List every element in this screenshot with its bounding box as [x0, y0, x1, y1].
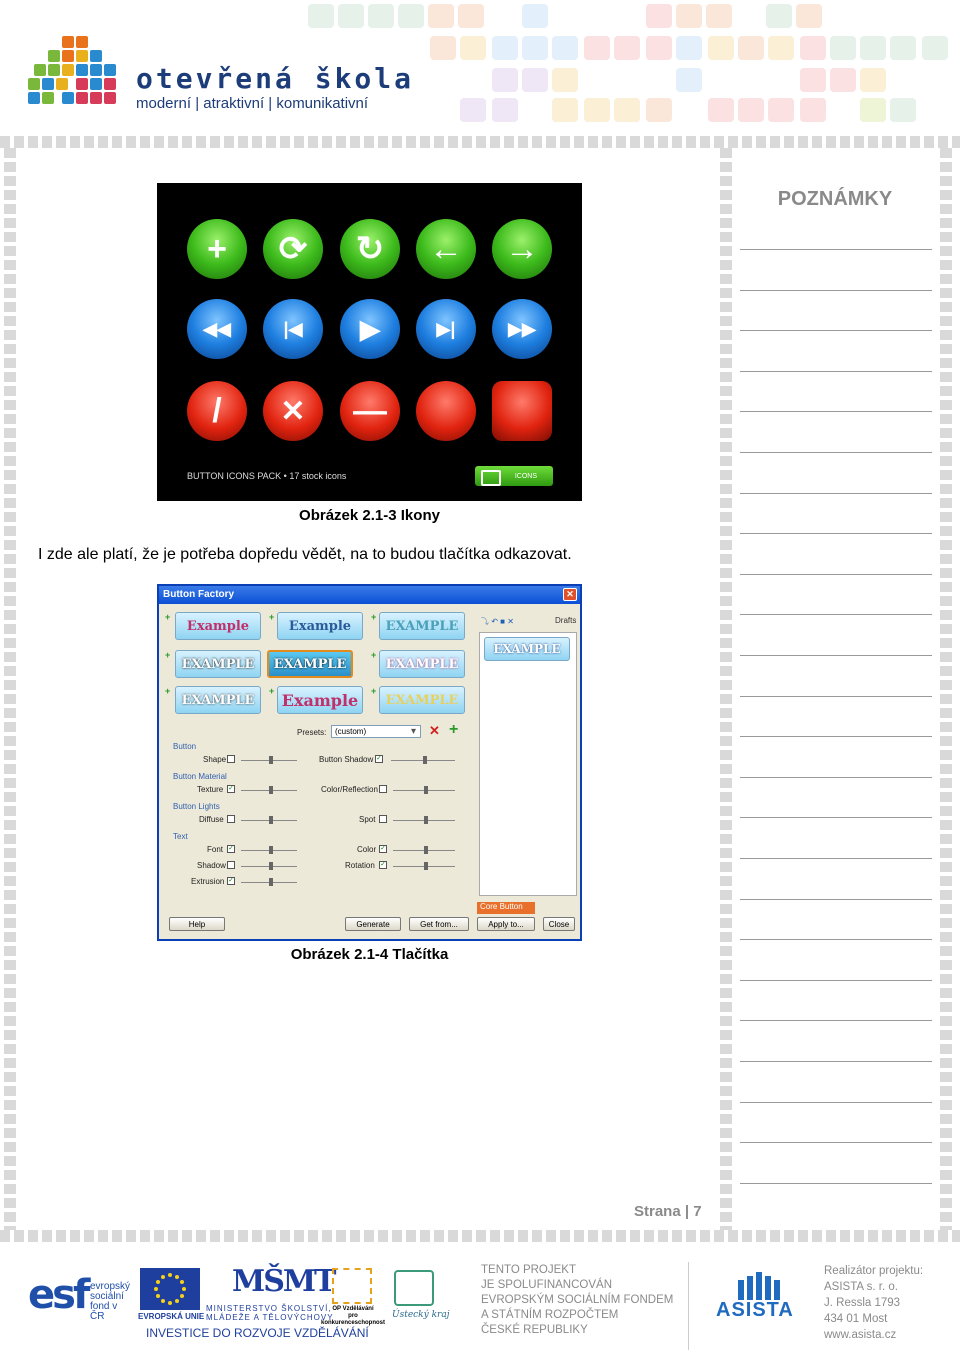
font-checkbox[interactable]: ✓ — [228, 845, 234, 852]
drafts-label: Drafts — [555, 616, 577, 625]
note-line — [740, 493, 932, 494]
note-line — [740, 533, 932, 534]
note-line — [740, 1020, 932, 1021]
color-slider[interactable] — [393, 850, 455, 851]
shadow-label: Shadow — [197, 861, 226, 870]
reload-icon: ↻ — [340, 219, 400, 279]
ustecky-kraj-logo-icon — [394, 1270, 434, 1306]
note-line — [740, 371, 932, 372]
example-button[interactable]: Example — [277, 612, 363, 640]
rotation-checkbox[interactable]: ✓ — [380, 861, 386, 868]
icons-badge: ICONS — [475, 466, 553, 486]
note-line — [740, 817, 932, 818]
frame-top-border — [0, 136, 960, 148]
shape-checkbox[interactable] — [227, 755, 235, 763]
rewind-icon: ◀◀ — [187, 299, 247, 359]
texture-slider[interactable] — [241, 790, 297, 791]
presets-select[interactable]: (custom) — [331, 725, 421, 738]
shape-label: Shape — [203, 755, 227, 764]
realizator-text — [824, 1263, 923, 1343]
icons-pack-caption: BUTTON ICONS PACK • 17 stock icons — [187, 471, 347, 481]
example-button[interactable]: EXAMPLE — [175, 650, 261, 678]
generate-button[interactable]: Generate — [345, 917, 401, 931]
font-slider[interactable] — [241, 850, 297, 851]
skip-back-icon: |◀ — [263, 299, 323, 359]
extrusion-checkbox[interactable]: ✓ — [228, 877, 234, 884]
diffuse-label: Diffuse — [199, 815, 224, 824]
note-line — [740, 939, 932, 940]
realizator-line: Realizátor projektu: — [824, 1265, 924, 1277]
note-line — [740, 330, 932, 331]
diffuse-checkbox[interactable] — [227, 815, 235, 823]
note-line — [740, 290, 932, 291]
draft-toolbar-icons[interactable]: ⤵ ↶ ■ ✕ — [481, 617, 514, 626]
note-line — [740, 858, 932, 859]
frame-notes-divider — [720, 148, 732, 1230]
add-icon: + — [165, 612, 171, 622]
delete-preset-icon[interactable]: ✕ — [429, 723, 440, 738]
color-label: Color — [357, 845, 377, 854]
example-button[interactable]: EXAMPLE — [379, 686, 465, 714]
add-icon: + — [371, 612, 377, 622]
extrusion-slider[interactable] — [241, 882, 297, 883]
dialog-title: Button Factory — [163, 589, 235, 600]
color-reflection-slider[interactable] — [393, 790, 455, 791]
spot-checkbox[interactable] — [379, 815, 387, 823]
add-icon: + — [371, 686, 377, 696]
dialog-close-icon[interactable]: ✕ — [563, 588, 577, 601]
play-icon: ▶ — [340, 299, 400, 359]
color-reflection-checkbox[interactable] — [379, 785, 387, 793]
esf-caption-line: fond v ČR — [90, 1301, 118, 1322]
msmt-caption-line: MLÁDEŽE A TĚLOVÝCHOVY — [206, 1313, 334, 1322]
asista-logo: ASISTA — [716, 1299, 794, 1321]
op-caption — [318, 1306, 388, 1327]
figure-button-factory-dialog — [157, 584, 582, 941]
example-button[interactable]: Example — [277, 686, 363, 714]
frame-left-border — [4, 148, 16, 1230]
header-decoration — [300, 4, 960, 124]
stop-icon — [492, 381, 552, 441]
op-caption-line: OP Vzdělávání — [332, 1306, 374, 1312]
help-button[interactable]: Help — [169, 917, 225, 931]
presets-label: Presets: — [297, 728, 327, 737]
close-button[interactable]: Close — [543, 917, 575, 931]
note-line — [740, 980, 932, 981]
brand-title: otevřená škola — [136, 62, 415, 95]
group-text-label: Text — [173, 832, 188, 841]
project-line: EVROPSKÝM SOCIÁLNÍM FONDEM — [481, 1294, 674, 1306]
project-line: ČESKÉ REPUBLIKY — [481, 1324, 588, 1336]
shadow-checkbox[interactable] — [227, 861, 235, 869]
texture-checkbox[interactable]: ✓ — [228, 785, 234, 792]
note-line — [740, 452, 932, 453]
eu-label: EVROPSKÁ UNIE — [138, 1312, 205, 1321]
realizator-line: 434 01 Most — [824, 1313, 888, 1325]
add-icon: + — [371, 650, 377, 660]
invest-slogan: INVESTICE DO ROZVOJE VZDĚLÁVÁNÍ — [146, 1326, 369, 1340]
shadow-slider[interactable] — [241, 866, 297, 867]
page-number: Strana | 7 — [634, 1203, 702, 1220]
realizator-line: www.asista.cz — [824, 1329, 897, 1341]
note-line — [740, 736, 932, 737]
add-icon: + — [269, 686, 275, 696]
body-paragraph: I zde ale platí, že je potřeba dopředu vědět, na to budou tlačítka odkazovat. — [38, 546, 572, 563]
esf-caption-line: sociální — [90, 1291, 124, 1302]
add-icon: + — [165, 686, 171, 696]
note-line — [740, 899, 932, 900]
apply-to-button[interactable]: Apply to... — [477, 917, 535, 931]
add-icon: + — [165, 650, 171, 660]
example-button[interactable]: EXAMPLE — [175, 686, 261, 714]
extrusion-label: Extrusion — [191, 877, 225, 886]
example-button-selected[interactable]: EXAMPLE — [267, 650, 353, 678]
record-icon — [416, 381, 476, 441]
project-line: A STÁTNÍM ROZPOČTEM — [481, 1309, 619, 1321]
note-line — [740, 1061, 932, 1062]
add-preset-icon[interactable]: + — [449, 721, 459, 738]
note-line — [740, 1183, 932, 1184]
drafts-panel — [479, 632, 577, 896]
figure-caption-buttons: Obrázek 2.1-4 Tlačítka — [290, 946, 449, 963]
note-line — [740, 574, 932, 575]
brand-subtitle: moderní | atraktivní | komunikativní — [136, 95, 369, 112]
brand-logo-squares — [28, 36, 120, 112]
core-button-label: Core Button — [477, 902, 535, 914]
button-shadow-slider[interactable] — [391, 760, 455, 761]
group-lights-label: Button Lights — [173, 802, 220, 811]
example-button[interactable]: EXAMPLE — [379, 612, 465, 640]
minus-icon: — — [340, 381, 400, 441]
op-caption-line: pro konkurenceschopnost — [320, 1313, 385, 1326]
project-line: JE SPOLUFINANCOVÁN — [481, 1279, 612, 1291]
shape-slider[interactable] — [241, 760, 297, 761]
footer-separator — [688, 1262, 689, 1350]
plus-icon: + — [187, 219, 247, 279]
realizator-line: J. Ressla 1793 — [824, 1297, 901, 1309]
close-icon: ✕ — [263, 381, 323, 441]
skip-forward-icon: ▶| — [416, 299, 476, 359]
button-shadow-checkbox[interactable]: ✓ — [376, 755, 382, 762]
arrow-left-icon: ← — [416, 219, 476, 279]
project-line: TENTO PROJEKT — [481, 1264, 576, 1276]
eu-flag-icon — [140, 1268, 200, 1310]
esf-logo — [28, 1268, 132, 1322]
draft-item[interactable]: EXAMPLE — [484, 637, 570, 661]
arrow-right-icon: → — [492, 219, 552, 279]
msmt-caption-line: MINISTERSTVO ŠKOLSTVÍ, — [206, 1304, 332, 1313]
note-line — [740, 655, 932, 656]
font-label: Font — [207, 845, 224, 854]
button-shadow-label: Button Shadow — [319, 755, 374, 764]
figure-icons-image — [157, 183, 582, 501]
spot-slider[interactable] — [393, 820, 455, 821]
spot-label: Spot — [359, 815, 376, 824]
texture-label: Texture — [197, 785, 224, 794]
note-line — [740, 1102, 932, 1103]
color-reflection-label: Color/Reflection — [321, 785, 378, 794]
note-line — [740, 1142, 932, 1143]
esf-logo-text: esf — [28, 1272, 88, 1318]
project-funding-text — [481, 1263, 673, 1338]
chevron-down-icon[interactable]: ▾ — [411, 726, 417, 737]
note-line — [740, 249, 932, 250]
refresh-icon: ⟳ — [263, 219, 323, 279]
rotation-label: Rotation — [345, 861, 375, 870]
edit-icon: / — [187, 381, 247, 441]
get-from-button[interactable]: Get from... — [409, 917, 469, 931]
group-button-label: Button — [173, 742, 197, 751]
realizator-line: ASISTA s. r. o. — [824, 1281, 898, 1293]
op-logo-icon — [332, 1268, 372, 1304]
add-icon: + — [269, 612, 275, 622]
group-material-label: Button Material — [173, 772, 227, 781]
figure-caption-icons: Obrázek 2.1-3 Ikony — [299, 507, 440, 524]
fast-forward-icon: ▶▶ — [492, 299, 552, 359]
ustecky-kraj-label: Ústecký kraj — [392, 1310, 450, 1320]
color-checkbox[interactable]: ✓ — [380, 845, 386, 852]
asista-building-icon — [734, 1272, 778, 1300]
diffuse-slider[interactable] — [241, 820, 297, 821]
esf-caption-line: evropský — [90, 1281, 131, 1292]
msmt-caption — [206, 1304, 334, 1322]
note-line — [740, 614, 932, 615]
frame-bottom-border — [0, 1230, 960, 1242]
dialog-titlebar — [159, 586, 580, 604]
notes-title: POZNÁMKY — [777, 188, 893, 210]
esf-logo-caption — [90, 1282, 132, 1322]
example-button[interactable]: Example — [175, 612, 261, 640]
msmt-logo: MŠMT — [232, 1264, 335, 1299]
note-line — [740, 696, 932, 697]
note-line — [740, 777, 932, 778]
frame-right-border — [940, 148, 952, 1230]
example-button[interactable]: EXAMPLE — [379, 650, 465, 678]
note-line — [740, 411, 932, 412]
rotation-slider[interactable] — [393, 866, 455, 867]
